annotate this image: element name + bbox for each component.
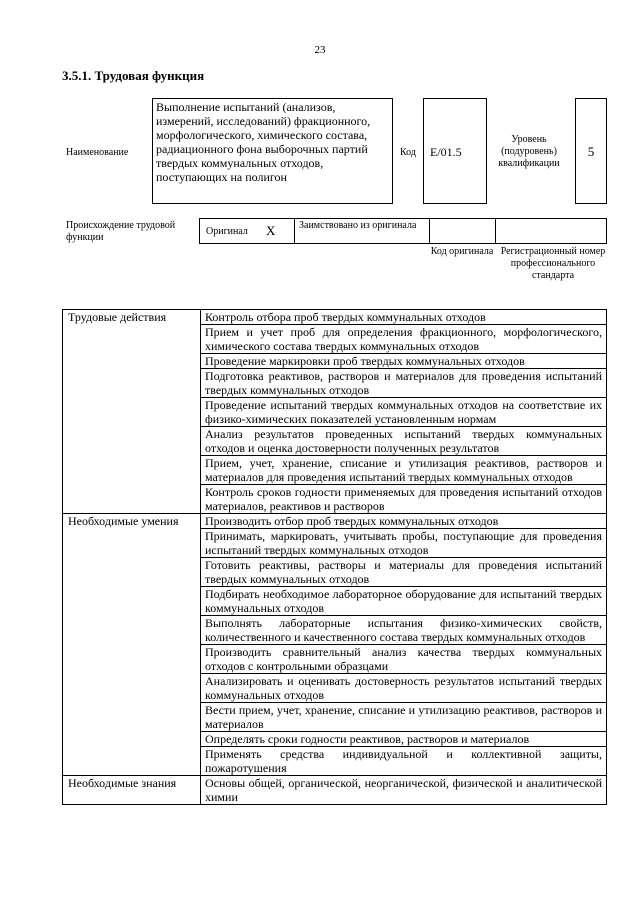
- table-cell: Применять средства индивидуальной и коллективной защиты, пожаротушения: [201, 747, 607, 776]
- table-cell: Основы общей, органической, неорганической, физической и аналитической химии: [201, 776, 607, 805]
- table-cell: Анализ результатов проведенных испытаний твердых коммунальных отходов и оценка достоверности полученных результатов: [201, 427, 607, 456]
- table-cell: Анализировать и оценивать достоверность результатов испытаний твердых коммунальных отходов: [201, 674, 607, 703]
- group-label: Необходимые знания: [63, 776, 201, 805]
- group-label: Трудовые действия: [63, 310, 201, 514]
- original-label: Оригинал: [206, 226, 248, 237]
- origin-table: [199, 218, 607, 244]
- code-label: Код: [400, 147, 416, 158]
- origin-divider-1: [294, 219, 295, 243]
- table-row: [63, 514, 607, 529]
- table-cell: Проведение маркировки проб твердых коммунальных отходов: [201, 354, 607, 369]
- level-value: 5: [575, 98, 607, 204]
- section-title: 3.5.1. Трудовая функция: [62, 68, 205, 83]
- table-cell: Прием и учет проб для определения фракционного, морфологического, химического состава твердых коммунальных отходов: [201, 325, 607, 354]
- name-value: Выполнение испытаний (анализов, измерений, исследований) фракционного, морфологического, химического состава, радиационного фона выборочных партий твердых коммунальных отходов, поступающих на полигон: [152, 98, 393, 204]
- borrowed-label: Заимствовано из оригинала: [299, 220, 417, 231]
- table-cell: Производить сравнительный анализ качества твердых коммунальных отходов с контрольными образцами: [201, 645, 607, 674]
- origin-label: Происхождение трудовой функции: [66, 220, 176, 243]
- origin-divider-2: [429, 219, 430, 243]
- table-cell: Производить отбор проб твердых коммунальных отходов: [201, 514, 607, 529]
- table-cell: Готовить реактивы, растворы и материалы для проведения испытаний твердых коммунальных отходов: [201, 558, 607, 587]
- table-cell: Проведение испытаний твердых коммунальных отходов на соответствие их физико-химических показателей установленным нормам: [201, 398, 607, 427]
- group-label: Необходимые умения: [63, 514, 201, 776]
- table-cell: Выполнять лабораторные испытания физико-химических свойств, количественного и качественного состава твердых коммунальных отходов: [201, 616, 607, 645]
- level-label: Уровень (подуровень) квалификации: [498, 134, 560, 169]
- table-cell: Контроль сроков годности применяемых для проведения испытаний отходов материалов, реактивов и растворов: [201, 485, 607, 514]
- page-number: 23: [314, 44, 326, 56]
- table-cell: Вести прием, учет, хранение, списание и утилизацию реактивов, растворов и материалов: [201, 703, 607, 732]
- table-row: [63, 776, 607, 805]
- table-cell: Прием, учет, хранение, списание и утилизация реактивов, растворов и материалов для проведения испытаний твердых коммунальных отходов: [201, 456, 607, 485]
- original-mark: X: [266, 223, 276, 238]
- table-cell: Контроль отбора проб твердых коммунальных отходов: [201, 310, 607, 325]
- code-original-caption: Код оригинала: [430, 246, 494, 257]
- registration-number-caption: Регистрационный номер профессионального стандарта: [500, 246, 606, 281]
- table-row: [63, 310, 607, 325]
- table-cell: Подготовка реактивов, растворов и материалов для проведения испытаний твердых коммунальных отходов: [201, 369, 607, 398]
- table-cell: Подбирать необходимое лабораторное оборудование для испытаний твердых коммунальных отходов: [201, 587, 607, 616]
- function-table: [62, 309, 607, 805]
- code-value: E/01.5: [423, 98, 487, 204]
- origin-divider-3: [495, 219, 496, 243]
- name-label: Наименование: [66, 147, 129, 158]
- table-cell: Определять сроки годности реактивов, растворов и материалов: [201, 732, 607, 747]
- table-cell: Принимать, маркировать, учитывать пробы, поступающие для проведения испытаний твердых коммунальных отходов: [201, 529, 607, 558]
